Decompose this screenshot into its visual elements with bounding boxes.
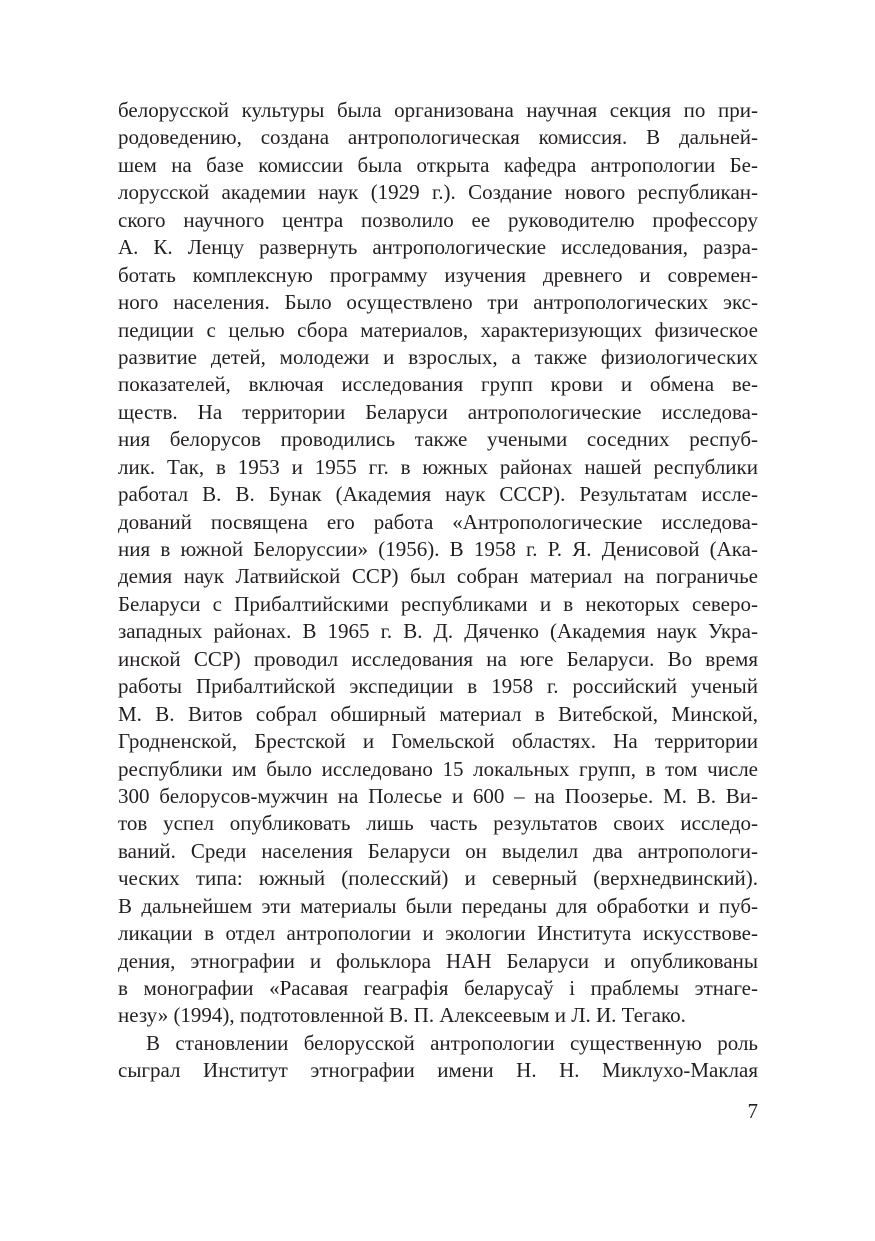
text-line: 300 белорусов-мужчин на Полесье и 600 – на Поозерье. М. В. Ви- [118, 783, 758, 808]
text-line: республики им было исследовано 15 локальных групп, в том числе [118, 756, 758, 781]
text-line: лик. Так, в 1953 и 1955 гг. в южных районах нашей республики [118, 454, 758, 479]
text-line: В становлении белорусской антропологии существенную роль [146, 1030, 758, 1055]
text-line: показателей, включая исследования групп крови и обмена ве- [118, 372, 758, 397]
text-line: ния белорусов проводились также учеными соседних респуб- [118, 427, 758, 452]
text-line: ществ. На территории Беларуси антропологические исследова- [118, 399, 758, 424]
text-line: инской ССР) проводил исследования на юге Беларуси. Во время [118, 646, 758, 671]
text-line: в монографии «Расавая геаграфія беларусаў і праблемы этнаге- [118, 976, 758, 1000]
text-line: дения, этнографии и фольклора НАН Беларуси и опубликованы [118, 948, 758, 973]
text-line: ния в южной Белоруссии» (1956). В 1958 г. Р. Я. Денисовой (Ака- [118, 537, 758, 561]
text-line: белорусской культуры была организована научная секция по при- [118, 98, 758, 122]
text-line: дований посвящена его работа «Антропологические исследова- [118, 509, 758, 534]
text-line: ческих типа: южный (полесский) и северный (верхнедвинский). [118, 866, 758, 891]
text-line: педиции с целью сбора материалов, характеризующих физическое [118, 317, 758, 342]
text-line: ного населения. Было осуществлено три антропологических экс- [118, 290, 758, 315]
text-line: Гродненской, Брестской и Гомельской областях. На территории [118, 729, 758, 754]
text-line: работал В. В. Бунак (Академия наук СССР). Результатам иссле- [118, 482, 758, 507]
text-line: шем на базе комиссии была открыта кафедра антропологии Бе- [118, 152, 758, 177]
text-line: ваний. Среди населения Беларуси он выделил два антропологи- [118, 838, 758, 863]
text-line: М. В. Витов собрал обширный материал в Витебской, Минской, [118, 701, 758, 726]
text-line: развитие детей, молодежи и взрослых, а также физиологических [118, 344, 758, 369]
text-line: ликации в отдел антропологии и экологии Института искусствове- [118, 921, 758, 946]
text-line: В дальнейшем эти материалы были переданы для обработки и пуб- [118, 893, 758, 918]
page-body [118, 97, 758, 1085]
text-line: тов успел опубликовать лишь часть результатов своих исследо- [118, 811, 758, 836]
text-line: Беларуси с Прибалтийскими республиками и в некоторых северо- [118, 591, 758, 616]
text-line: сыграл Институт этнографии имени Н. Н. Миклухо-Маклая [118, 1058, 758, 1083]
text-line: работы Прибалтийской экспедиции в 1958 г. российский ученый [118, 674, 758, 699]
text-line: демия наук Латвийской ССР) был собран материал на пограничье [118, 564, 758, 589]
text-line: незу» (1994), подтотовленной В. П. Алексеевым и Л. И. Тегако. [118, 1003, 686, 1028]
text-line: западных районах. В 1965 г. В. Д. Дяченко (Академия наук Укра- [118, 619, 758, 644]
text-line: ботать комплексную программу изучения древнего и современ- [118, 262, 758, 287]
page-number: 7 [747, 1099, 758, 1123]
text-line: родоведению, создана антропологическая комиссия. В дальней- [118, 125, 758, 150]
text-line: лорусской академии наук (1929 г.). Создание нового республикан- [118, 180, 758, 205]
text-line: ского научного центра позволило ее руководителю профессору [118, 207, 758, 232]
text-line: А. К. Ленцу развернуть антропологические исследования, разра- [118, 235, 758, 260]
